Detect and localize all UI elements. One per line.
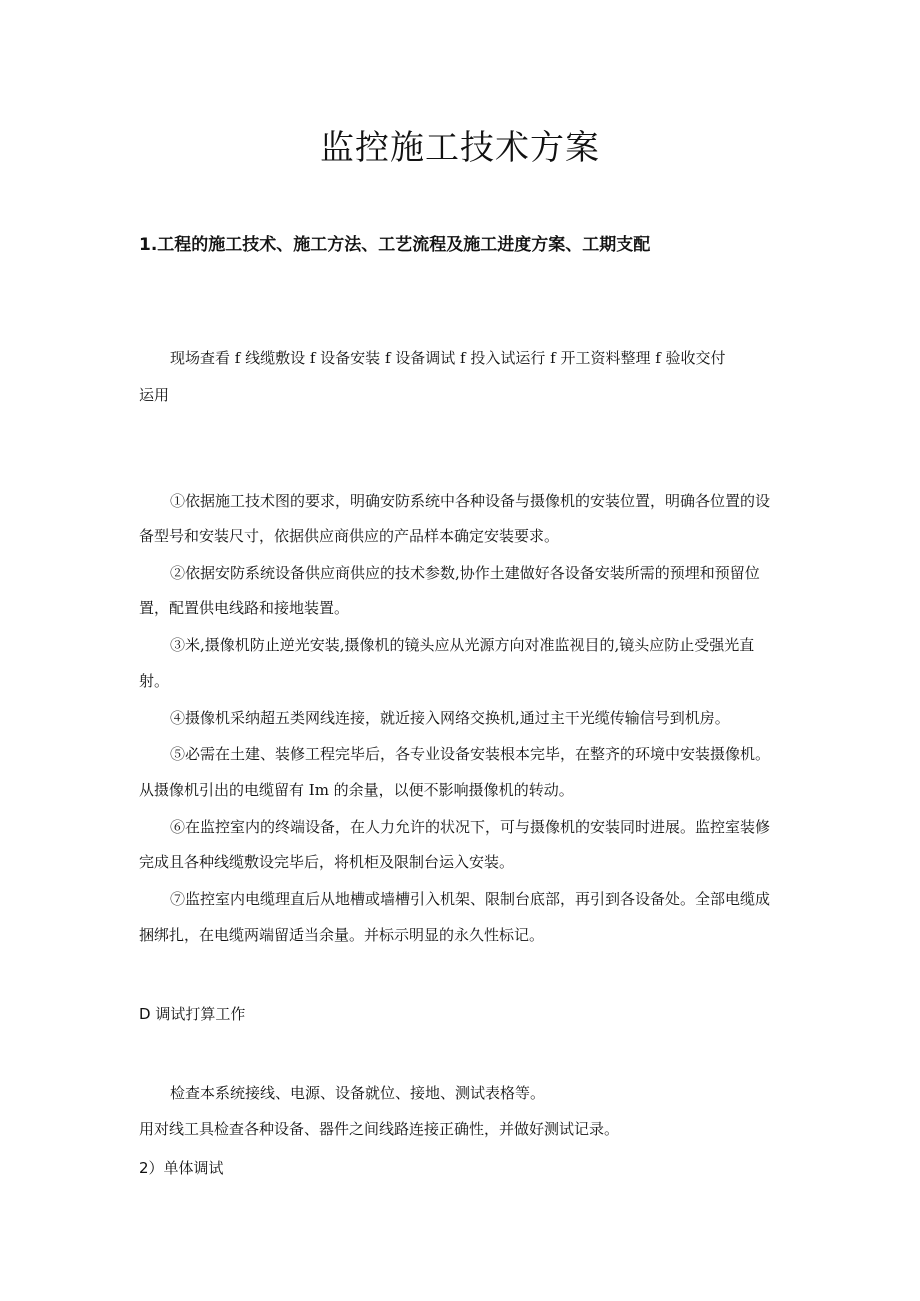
debug-paragraph-1: 检查本系统接线、电源、设备就位、接地、测试表格等。	[170, 1084, 546, 1102]
item-6-line-1: ⑥在监控室内的终端设备，在人力允许的状况下，可与摄像机的安装同时进展。监控室装修	[170, 818, 771, 836]
item-5-line-1: ⑤必需在土建、装修工程完毕后，各专业设备安装根本完毕，在整齐的环境中安装摄像机。	[170, 745, 771, 763]
debug-heading	[139, 1003, 245, 1025]
item-6-line-2: 完成且各种线缆敷设完毕后，将机柜及限制台运入安装。	[139, 853, 515, 871]
flow-line: 现场查看 f 线缆敷设 f 设备安装 f 设备调试 f 投入试运行 f 开工资料整理 f 验收交付	[170, 349, 726, 367]
item-2-line-1: ②依据安防系统设备供应商供应的技术参数,协作土建做好各设备安装所需的预埋和预留位	[170, 564, 760, 582]
item-1-line-1: ①依据施工技术图的要求，明确安防系统中各种设备与摄像机的安装位置，明确各位置的设	[170, 492, 771, 510]
item-5-line-2: 从摄像机引出的电缆留有 Im 的余量，以便不影响摄像机的转动。	[139, 781, 574, 799]
document-title: 监控施工技术方案	[320, 128, 600, 168]
single-test-text: 单体调试	[163, 1159, 224, 1177]
item-3-line-2: 射。	[139, 672, 170, 690]
debug-heading-text: 调试打算工作	[155, 1005, 246, 1023]
item-2-line-2: 置，配置供电线路和接地装置。	[139, 599, 350, 617]
item-1-line-2: 备型号和安装尺寸，依据供应商供应的产品样本确定安装要求。	[139, 527, 560, 545]
debug-paragraph-2: 用对线工具检查各种设备、器件之间线路连接正确性，并做好测试记录。	[139, 1120, 620, 1138]
single-test-heading	[139, 1157, 224, 1179]
section-heading: 1.工程的施工技术、施工方法、工艺流程及施工进度方案、工期支配	[139, 235, 651, 255]
item-3-line-1: ③米,摄像机防止逆光安装,摄像机的镜头应从光源方向对准监视目的,镜头应防止受强光直	[170, 636, 755, 654]
flow-line-continued: 运用	[139, 386, 170, 404]
single-test-prefix: 2）	[139, 1159, 164, 1177]
item-4-line-1: ④摄像机采纳超五类网线连接，就近接入网络交换机,通过主干光缆传输信号到机房。	[170, 709, 730, 727]
debug-heading-prefix: D	[139, 1005, 151, 1023]
item-7-line-2: 捆绑扎，在电缆两端留适当余量。并标示明显的永久性标记。	[139, 926, 545, 944]
item-7-line-1: ⑦监控室内电缆理直后从地槽或墙槽引入机架、限制台底部，再引到各设备处。全部电缆成	[170, 890, 771, 908]
